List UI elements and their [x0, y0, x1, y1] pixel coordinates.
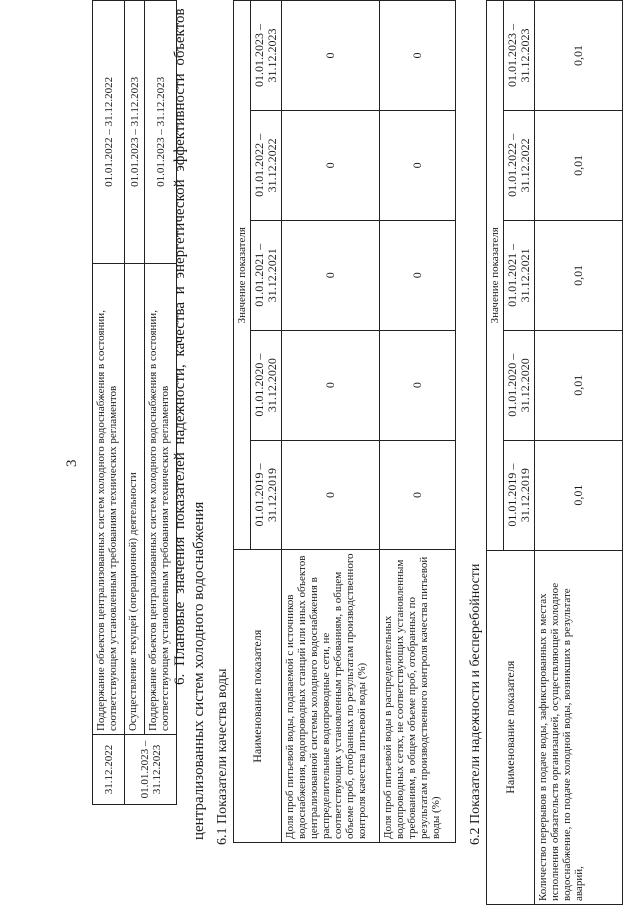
- period-header: 01.01.2019 – 31.12.2019: [251, 440, 282, 550]
- section-heading-continuation: централизованных систем холодного водоснабжения: [191, 501, 207, 840]
- schedule-table: [92, 0, 177, 805]
- activity-cell: Поддержание объектов централизованных систем холодного водоснабжения в состоянии, соответствующем установленным требованиям технических регламентов: [145, 263, 177, 734]
- value-cell: 0: [380, 220, 456, 330]
- value-cell: 0: [380, 110, 456, 220]
- period-header: 01.01.2022 – 31.12.2022: [251, 110, 282, 220]
- activity-cell: Поддержание объектов централизованных систем холодного водоснабжения в состоянии, соответствующем установленным требованиям технических регламентов: [93, 263, 125, 734]
- period-header: 01.01.2020 – 31.12.2020: [504, 330, 535, 440]
- table-row: [535, 1, 623, 905]
- reliability-subtitle: 6.2 Показатели надежности и бесперебойности: [468, 563, 483, 845]
- period-header: 01.01.2022 – 31.12.2022: [504, 110, 535, 220]
- period-header: 01.01.2021 – 31.12.2021: [251, 220, 282, 330]
- value-cell: 0: [282, 110, 380, 220]
- dates-cell: 01.01.2022 – 31.12.2022: [93, 1, 125, 264]
- value-cell: 0,01: [535, 440, 623, 550]
- page-number: 3: [64, 459, 80, 467]
- table-row: [93, 1, 125, 805]
- header-row: [234, 1, 251, 843]
- dates-cell: 01.01.2023 – 31.12.2023: [145, 1, 177, 264]
- table-row: [125, 1, 145, 805]
- value-cell: 0,01: [535, 330, 623, 440]
- value-column-header: Значение показателя: [487, 1, 504, 551]
- name-column-header: Наименование показателя: [234, 550, 282, 843]
- value-cell: 0,01: [535, 220, 623, 330]
- quality-subtitle: 6.1 Показатели качества воды: [215, 668, 230, 845]
- value-cell: 0: [282, 1, 380, 111]
- dates-cell: 01.01.2023 – 31.12.2023: [125, 1, 145, 264]
- period-header: 01.01.2019 – 31.12.2019: [504, 440, 535, 550]
- value-cell: 0: [380, 440, 456, 550]
- table-row: [282, 1, 380, 843]
- period-header: 01.01.2020 – 31.12.2020: [251, 330, 282, 440]
- indicator-name: Доля проб питьевой воды в распределительных водопроводных сетях, не соответствующих установленным требованиям, в общем объеме проб, отобранных по результатам производственного контроля качества питьевой воды (%): [380, 550, 456, 843]
- table-row: [380, 1, 456, 843]
- value-cell: 0: [380, 330, 456, 440]
- activity-cell: Осуществление текущей (операционной) деятельности: [125, 263, 145, 734]
- value-cell: 0,01: [535, 110, 623, 220]
- name-column-header: Наименование показателя: [487, 550, 535, 904]
- header-row: [487, 1, 504, 905]
- period-header: 01.01.2023 – 31.12.2023: [251, 1, 282, 111]
- value-cell: 0: [282, 220, 380, 330]
- indicator-name: Доля проб питьевой воды, подаваемой с источников водоснабжения, водопроводных станций или иных объектов централизованной системы холодного водоснабжения в распределительные водопроводные сети, не соответствующих установленным требованиям, в общем объеме проб, отобранных по результатам производственного контроля качества питьевой воды (%): [282, 550, 380, 843]
- quality-table: [233, 0, 456, 843]
- period-header: 01.01.2021 – 31.12.2021: [504, 220, 535, 330]
- value-cell: 0: [282, 330, 380, 440]
- value-cell: 0,01: [535, 1, 623, 111]
- reliability-table: [486, 0, 623, 905]
- value-cell: 0: [380, 1, 456, 111]
- period-cell: 31.12.2022: [93, 735, 125, 805]
- indicator-name: Количество перерывов в подаче воды, зафиксированных в местах исполнения обязательств организацией, осуществляющей холодное водоснабжение, по подаче холодной воды, возникших в результате аварий,: [535, 550, 623, 904]
- section-heading: 6. Плановые значения показателей надежности, качества и энергетической эффективности объектов: [172, 8, 188, 685]
- period-cell: 01.01.2023 – 31.12.2023: [125, 735, 177, 805]
- value-cell: 0: [282, 440, 380, 550]
- period-header: 01.01.2023 – 31.12.2023: [504, 1, 535, 111]
- value-column-header: Значение показателя: [234, 1, 251, 550]
